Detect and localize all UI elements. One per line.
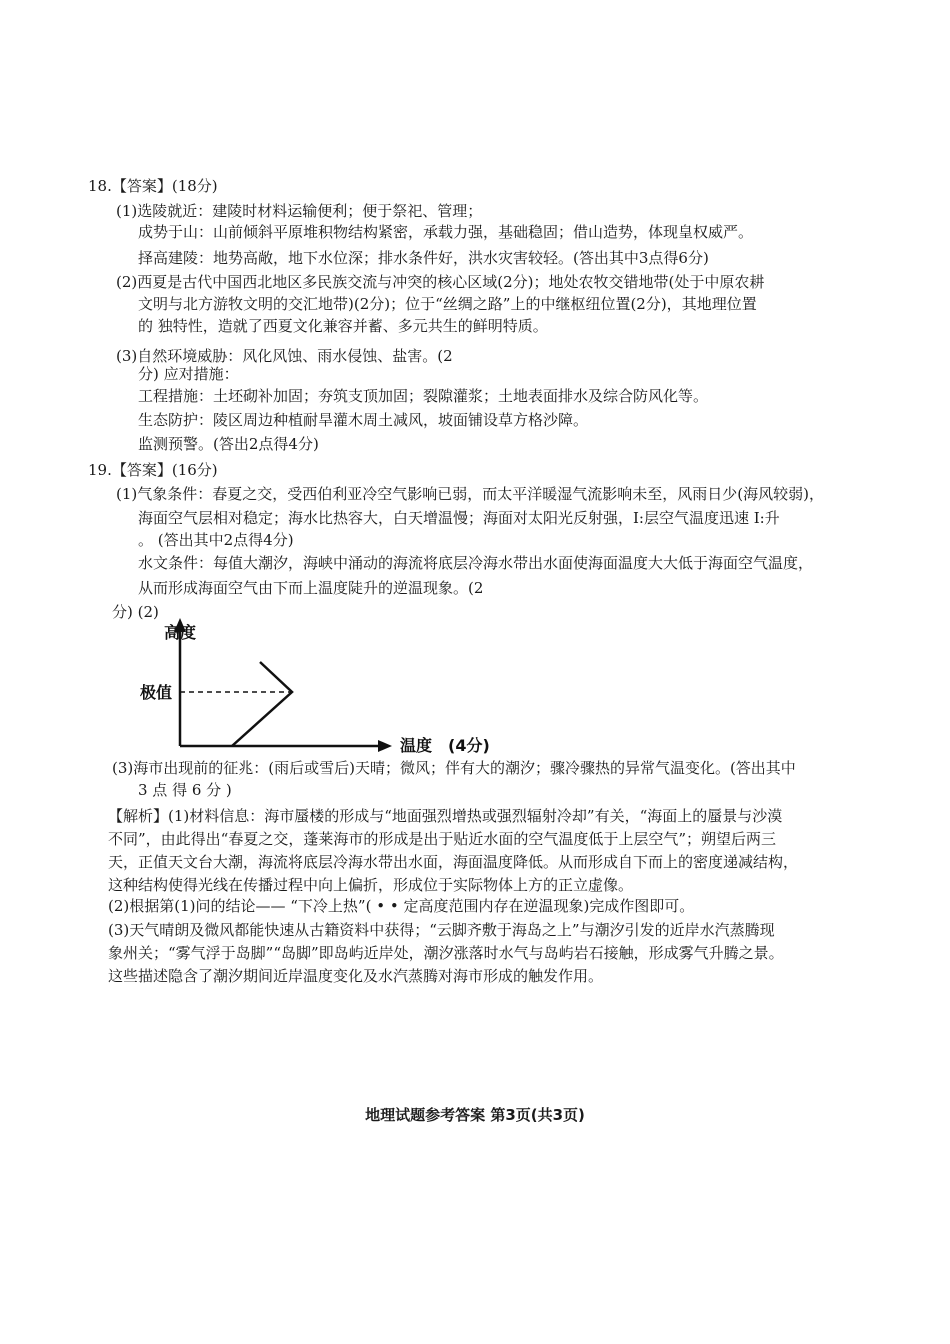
q19-part1: (1)气象条件：春夏之交，受西伯利亚冷空气影响已弱，而太平洋暖湿气流影响未至，风雨日少(海风较弱)，: [116, 485, 824, 503]
q19-heading: 19.【答案】(16分): [88, 461, 218, 479]
q18-part1-line2: 成势于山：山前倾斜平原堆积物结构紧密，承载力强，基础稳固；借山造势，体现皇权威严。: [138, 223, 754, 241]
q18-part2: (2)西夏是古代中国西北地区多民族交流与冲突的核心区域(2分)；地处农牧交错地带(处于中原农耕: [116, 273, 765, 291]
chart-score-note: (4分): [448, 736, 490, 755]
analysis-line6: (3)天气晴朗及微风都能快速从古籍资料中获得；“云脚齐敷于海岛之上”与潮汐引发的近岸水汽蒸腾现: [108, 921, 775, 939]
q18-part1: (1)选陵就近：建陵时材料运输便利；便于祭祀、管理；: [116, 202, 483, 220]
analysis-line7: 象州关；“雾气浮于岛脚”“岛脚”即岛屿近岸处，潮汐涨落时水气与岛屿岩石接触，形成雾气升腾之景。: [108, 944, 784, 962]
y-tick-label-extreme: 极值: [140, 683, 173, 702]
q18-part2-line2: 文明与北方游牧文明的交汇地带)(2分)；位于“丝绸之路”上的中继枢纽位置(2分)，其地理位置: [138, 295, 757, 313]
q18-part1-line3: 择高建陵：地势高敞，地下水位深；排水条件好，洪水灾害较轻。(答出其中3点得6分): [138, 249, 709, 267]
page-footer: 地理试题参考答案 第3页(共3页): [365, 1106, 585, 1124]
x-axis-arrow: [378, 740, 392, 752]
q19-part1-line2: 海面空气层相对稳定；海水比热容大，白天增温慢；海面对太阳光反射强，I:层空气温度迅速 I:升: [138, 509, 780, 527]
analysis-line4: 这种结构使得光线在传播过程中向上偏折，形成位于实际物体上方的正立虚像。: [108, 876, 634, 894]
y-axis-label: 高度: [164, 623, 197, 642]
q18-part3: (3)自然环境威胁：风化风蚀、雨水侵蚀、盐害。(2: [116, 347, 453, 365]
analysis-line2: 不同”，由此得出“春夏之交，蓬莱海市的形成是出于贴近水面的空气温度低于上层空气”；朔望后两三: [108, 830, 777, 848]
analysis-line3: 天，正值天文台大潮，海流将底层冷海水带出水面，海面温度降低。从而形成自下而上的密度递减结构，: [108, 853, 799, 871]
analysis-line8: 这些描述隐含了潮汐期间近岸温度变化及水汽蒸腾对海市形成的触发作用。: [108, 967, 604, 985]
analysis-line5: (2)根据第(1)问的结论—— “下冷上热”( • • 定高度范围内存在逆温现象)完成作图即可。: [108, 897, 695, 915]
q19-part3: (3)海市出现前的征兆：(雨后或雪后)天晴；微风；伴有大的潮汐；骤冷骤热的异常气温变化。(答出其中: [112, 759, 796, 777]
q19-part1-line3: 。 (答出其中2点得4分): [138, 531, 294, 549]
q18-part3-line4: 生态防护：陵区周边种植耐旱灌木周土减风，坡面铺设草方格沙障。: [138, 411, 589, 429]
q19-part1-line6: 分) (2): [112, 603, 159, 621]
q18-heading: 18.【答案】(18分): [88, 177, 218, 195]
q19-part3-line2: 3 点 得 6 分 ): [138, 781, 232, 799]
q18-part3-line5: 监测预警。(答出2点得4分): [138, 435, 319, 453]
q18-part3-line3: 工程措施：土坯砌补加固；夯筑支顶加固；裂隙灌浆；土地表面排水及综合防风化等。: [138, 387, 709, 405]
inversion-chart: [140, 622, 500, 758]
q18-part2-line3: 的 独特性，造就了西夏文化兼容并蓄、多元共生的鲜明特质。: [138, 317, 548, 335]
q19-part1-line4: 水文条件：每值大潮汐，海峡中涌动的海流将底层冷海水带出水面使海面温度大大低于海面空气温度，: [138, 554, 814, 572]
q18-part3-line2: 分) 应对措施：: [138, 365, 239, 383]
x-axis-label: 温度: [400, 736, 433, 755]
analysis-line1: 【解析】(1)材料信息：海市蜃楼的形成与“地面强烈增热或强烈辐射冷却”有关，“海面上的蜃景与沙漠: [108, 807, 783, 825]
q19-part1-line5: 从而形成海面空气由下而上温度陡升的逆温现象。(2: [138, 579, 484, 597]
temperature-profile-line: [232, 662, 292, 746]
